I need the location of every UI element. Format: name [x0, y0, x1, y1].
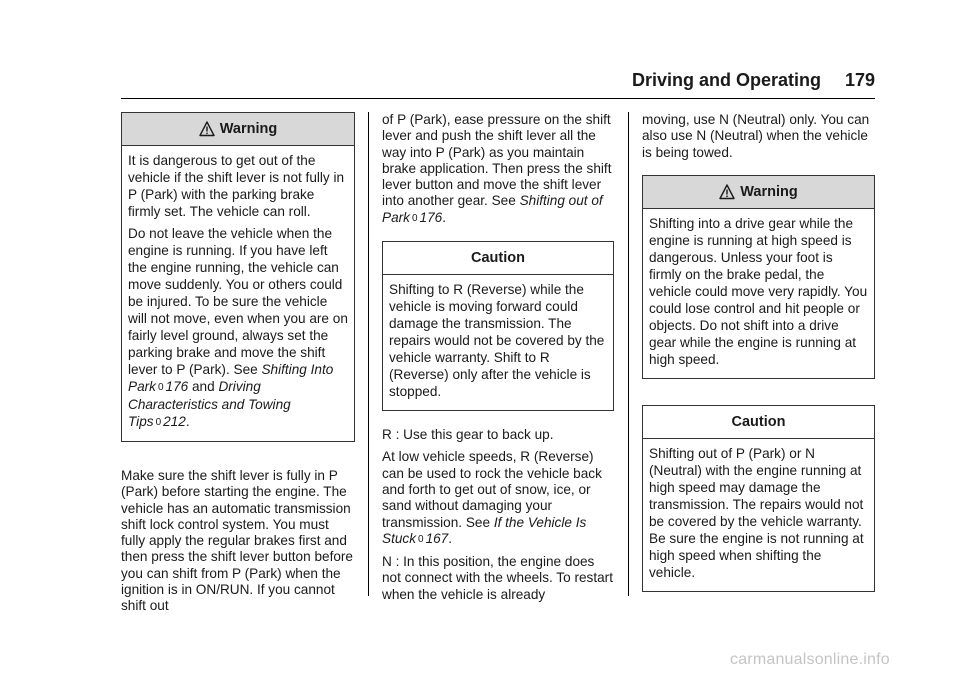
column-3	[642, 112, 875, 592]
paragraph: moving, use N (Neutral) only. You can also use N (Neutral) when the vehicle is being towed.	[642, 112, 870, 160]
page-reference-arrow-icon: 0	[157, 382, 164, 393]
caution-text: Shifting to R (Reverse) while the vehicle is moving forward could damage the transmission. The repairs would not be covered by the vehicle warranty. Shift to R (Reverse) only after the vehicle is stopped.	[389, 282, 605, 400]
column-divider-2	[628, 112, 629, 596]
ref-if-vehicle-stuck[interactable]: If the Vehicle Is Stuck	[382, 514, 587, 546]
caution-title: Caution	[731, 413, 786, 430]
warning-body	[643, 209, 874, 378]
caution-body	[643, 439, 874, 591]
warning-para-1: It is dangerous to get out of the vehicle if the shift lever is not fully in P (Park) with the parking brake firmly set. The vehicle can roll.	[128, 153, 345, 219]
page-reference-arrow-icon: 0	[411, 212, 418, 224]
warning-title: Warning	[219, 120, 278, 137]
warning-para-2	[128, 225, 348, 431]
ref-page[interactable]: 212	[163, 414, 186, 429]
gear-n-item	[382, 554, 614, 603]
gear-r-item	[382, 427, 614, 443]
ref-page[interactable]: 176	[165, 379, 189, 394]
caution-header	[383, 242, 613, 275]
continued-text	[642, 112, 875, 161]
ref-page[interactable]: 167	[425, 530, 449, 546]
column-2	[382, 112, 614, 609]
page-header	[632, 70, 875, 98]
section-title: Driving and Operating	[632, 70, 822, 90]
header-rule	[121, 98, 875, 99]
ref-shifting-out-of-park[interactable]: Shifting out of Park	[382, 193, 603, 225]
paragraph: Make sure the shift lever is fully in P (Park) before starting the engine. The vehicle has an automatic transmission shift lock control system. You must fully apply the regular brakes first and then press the shift lever button before you can shift from P (Park) when the ignition is in ON/RUN. If you cannot shift out	[121, 468, 353, 614]
paragraph	[382, 112, 614, 227]
continued-text-body: of P (Park), ease pressure on the shift lever and push the shift lever all the way into P (Park) as you maintain brake application. Then press the shift lever button and move the shift lever into another gear. See	[382, 112, 612, 209]
body-text	[121, 468, 355, 615]
page-number: 179	[844, 70, 875, 90]
paragraph	[382, 449, 614, 548]
page-reference-arrow-icon: 0	[155, 417, 162, 428]
period: .	[185, 414, 190, 429]
and-text: and	[191, 379, 215, 394]
caution-body	[383, 275, 613, 410]
gear-r-text: Use this gear to back up.	[403, 427, 554, 443]
gear-r-para: At low vehicle speeds, R (Reverse) can be used to rock the vehicle back and forth to get out of snow, ice, or sand without damaging your transmission. See	[382, 449, 602, 530]
warning-header	[643, 176, 874, 209]
period: .	[448, 530, 453, 546]
page-reference-arrow-icon: 0	[418, 533, 424, 545]
gear-descriptions	[382, 427, 614, 603]
warning-box-1	[121, 112, 355, 442]
caution-box-2	[642, 405, 875, 592]
warning-body	[122, 146, 354, 441]
warning-title: Warning	[740, 183, 798, 200]
watermark: carmanualsonline.info	[730, 651, 890, 668]
warning-header	[122, 113, 354, 146]
column-1	[121, 112, 355, 621]
column-divider-1	[368, 112, 369, 596]
ref-shifting-into-park[interactable]: Shifting Into Park	[128, 362, 334, 394]
period: .	[442, 209, 446, 225]
caution-title: Caution	[471, 249, 525, 266]
gear-r-label: R :	[382, 427, 400, 443]
warning-para-2-text: Do not leave the vehicle when the engine is running. If you have left the engine running, the vehicle can move suddenly. You or others could be injured. To be sure the vehicle will not move, even when you are on fairly level ground, always set the parking brake and move the shift lever to P (Park). See	[128, 226, 348, 377]
caution-box-1	[382, 241, 614, 411]
warning-triangle-icon	[719, 184, 735, 200]
ref-page[interactable]: 176	[419, 209, 443, 225]
caution-text: Shifting out of P (Park) or N (Neutral) with the engine running at high speed may damage the transmission. The repairs would not be covered by the vehicle warranty. Be sure the engine is not running at high speed when shifting the vehicle.	[649, 445, 864, 580]
warning-text: Shifting into a drive gear while the engine is running at high speed is dangerous. Unless your foot is firmly on the brake pedal, the vehicle could move very rapidly. You could lose control and hit people or objects. Do not shift into a drive gear while the engine is running at high speed.	[649, 215, 868, 367]
gear-n-text: In this position, the engine does not connect with the wheels. To restart when the vehicle is already	[382, 554, 613, 602]
ref-driving-characteristics[interactable]: Driving Characteristics and Towing Tips	[128, 379, 291, 429]
gear-n-label: N :	[382, 554, 400, 570]
warning-triangle-icon	[199, 121, 215, 137]
caution-header	[643, 406, 874, 439]
continued-text	[382, 112, 614, 227]
warning-box-2	[642, 175, 875, 379]
